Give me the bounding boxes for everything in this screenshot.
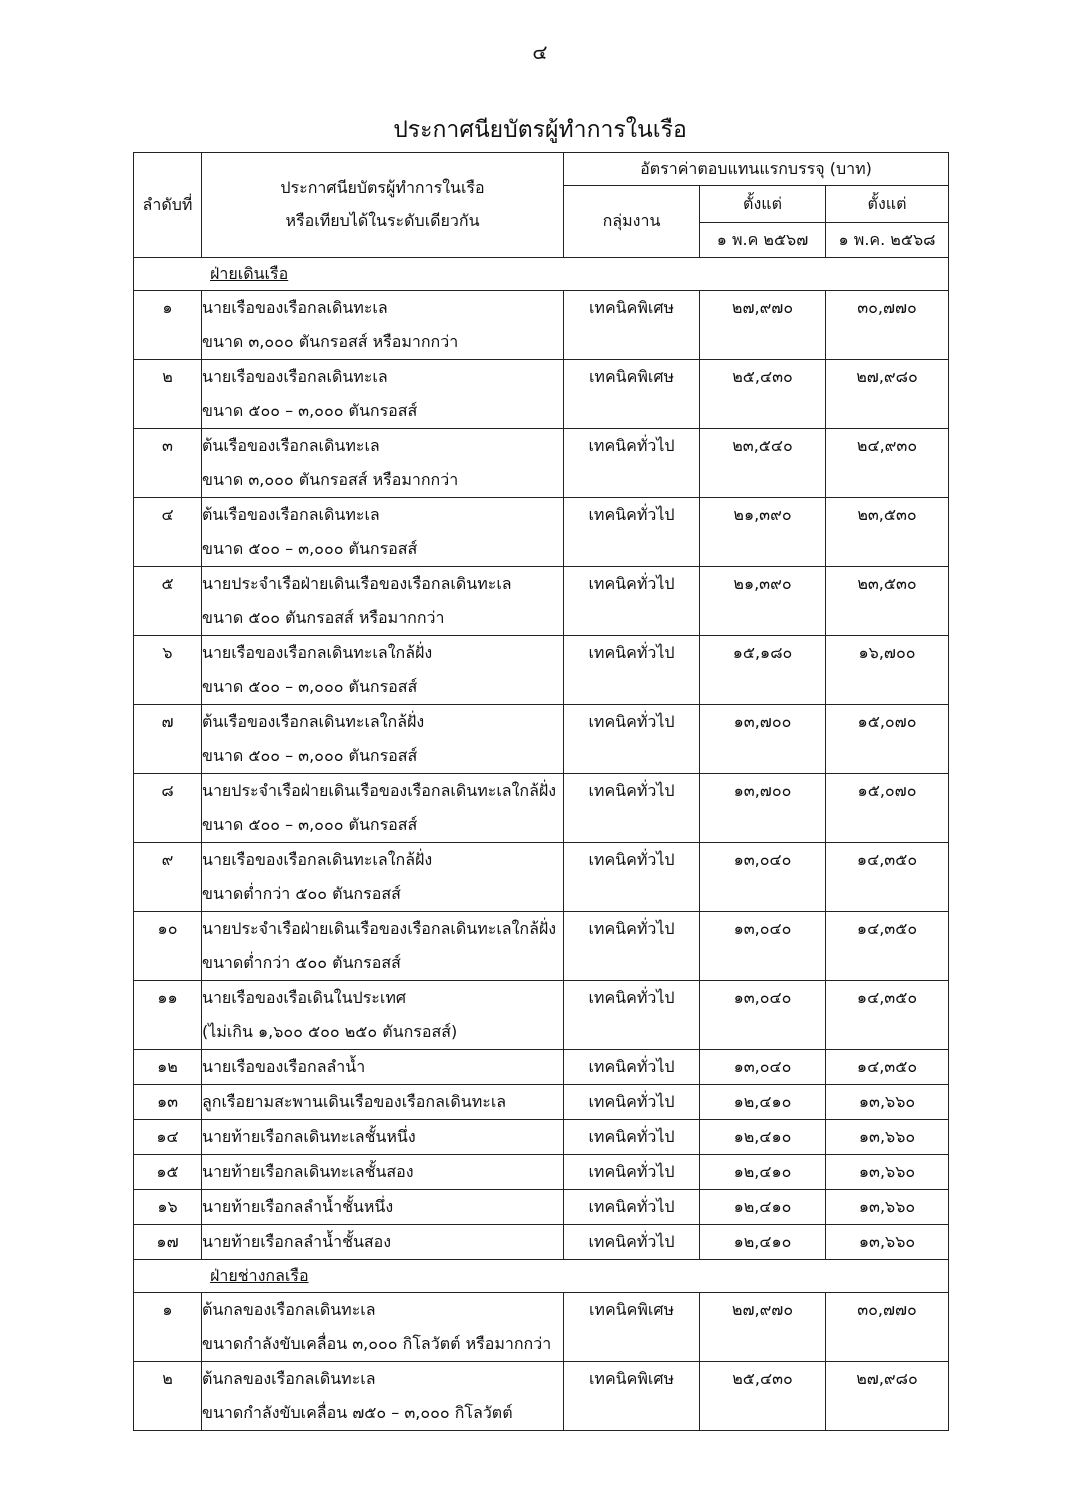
certificate-line1: นายเรือของเรือกลลำน้ำ: [202, 1057, 366, 1076]
job-group: [564, 981, 700, 1050]
section-label: ฝ่ายเดินเรือ: [210, 264, 289, 283]
certificate-line1: นายเรือของเรือเดินในประเทศ: [202, 988, 407, 1007]
certificate-name: [202, 429, 564, 498]
certificate-line1: นายท้ายเรือกลเดินทะเลชั้นหนึ่ง: [202, 1127, 416, 1146]
rate-2568: [826, 1085, 949, 1120]
certificate-name: [202, 1225, 564, 1260]
row-number: [134, 981, 202, 1050]
rate-2567: [700, 1362, 826, 1431]
certificate-line1: นายเรือของเรือกลเดินทะเล: [202, 298, 388, 317]
table-row: [134, 498, 949, 567]
row-number-text: ๒: [162, 367, 173, 386]
certificate-line2: ขนาด ๓,๐๐๐ ตันกรอสส์ หรือมากกว่า: [202, 470, 459, 489]
certificate-line1: ต้นเรือของเรือกลเดินทะเล: [202, 436, 380, 455]
job-group-text: เทคนิคทั่วไป: [588, 1057, 675, 1076]
rate-2568-text: ๑๓,๖๖๐: [858, 1232, 916, 1251]
row-number: [134, 1190, 202, 1225]
rate-2568: [826, 1225, 949, 1260]
certificate-line2: (ไม่เกิน ๑,๖๐๐ ๕๐๐ ๒๕๐ ตันกรอสส์): [202, 1022, 458, 1041]
certificate-line1: ต้นเรือของเรือกลเดินทะเลใกล้ฝั่ง: [202, 712, 425, 731]
row-number: [134, 1155, 202, 1190]
rate-2568-text: ๑๕,๐๗๐: [857, 781, 917, 800]
row-number: [134, 636, 202, 705]
rates-table: [133, 152, 949, 1431]
row-number: [134, 1362, 202, 1431]
table-row: [134, 291, 949, 360]
rate-2568: [826, 291, 949, 360]
row-number-text: ๑: [162, 1300, 173, 1319]
job-group: [564, 567, 700, 636]
certificate-line2: ขนาดต่ำกว่า ๕๐๐ ตันกรอสส์: [202, 884, 401, 903]
rate-2568-text: ๑๓,๖๖๐: [858, 1162, 916, 1181]
row-number: [134, 1120, 202, 1155]
rate-2568-text: ๑๓,๖๖๐: [858, 1127, 916, 1146]
rate-2567-text: ๒๕,๔๓๐: [732, 1369, 793, 1388]
certificate-line1: นายเรือของเรือกลเดินทะเลใกล้ฝั่ง: [202, 643, 433, 662]
certificate-line2: ขนาดต่ำกว่า ๕๐๐ ตันกรอสส์: [202, 953, 401, 972]
certificate-line1: นายท้ายเรือกลลำน้ำชั้นสอง: [202, 1232, 392, 1251]
job-group: [564, 1293, 700, 1362]
rate-2568: [826, 636, 949, 705]
rate-2567: [700, 705, 826, 774]
certificate-name: [202, 981, 564, 1050]
rate-2567-text: ๑๓,๐๔๐: [733, 850, 792, 869]
rate-2567-text: ๑๓,๗๐๐: [733, 781, 792, 800]
rate-2568-text: ๒๗,๙๘๐: [856, 367, 918, 386]
header-no: ลำดับที่: [134, 153, 202, 258]
row-number-text: ๑: [162, 298, 173, 317]
rate-2567-text: ๒๑,๓๙๐: [733, 505, 792, 524]
rate-2567-text: ๒๗,๙๗๐: [731, 298, 794, 317]
job-group-text: เทคนิคทั่วไป: [588, 781, 675, 800]
rate-2568-text: ๑๓,๖๖๐: [858, 1092, 916, 1111]
row-number: [134, 498, 202, 567]
table-row: [134, 843, 949, 912]
certificate-name: [202, 1293, 564, 1362]
row-number-text: ๑๒: [157, 1057, 178, 1076]
header-from2-date: ๑ พ.ค. ๒๕๖๘: [826, 223, 949, 258]
row-number-text: ๗: [161, 712, 174, 731]
certificate-name: [202, 705, 564, 774]
rate-2568: [826, 498, 949, 567]
certificate-name: [202, 498, 564, 567]
header-group: กลุ่มงาน: [564, 186, 700, 258]
certificate-line2: ขนาดกำลังขับเคลื่อน ๗๕๐ – ๓,๐๐๐ กิโลวัตต์: [202, 1403, 513, 1422]
row-number: [134, 291, 202, 360]
rate-2567: [700, 1190, 826, 1225]
row-number-text: ๑๓: [156, 1092, 179, 1111]
header-cert-line1: ประกาศนียบัตรผู้ทำการในเรือ: [280, 178, 485, 197]
rate-2567: [700, 1050, 826, 1085]
job-group-text: เทคนิคทั่วไป: [588, 436, 675, 455]
rate-2568-text: ๑๓,๖๖๐: [858, 1197, 916, 1216]
table-body: [134, 258, 949, 1431]
certificate-line2: ขนาด ๕๐๐ – ๓,๐๐๐ ตันกรอสส์: [202, 401, 418, 420]
row-number-text: ๑๑: [157, 988, 178, 1007]
rate-2567: [700, 567, 826, 636]
job-group: [564, 1190, 700, 1225]
rate-2567-text: ๒๑,๓๙๐: [733, 574, 792, 593]
rate-2568: [826, 1155, 949, 1190]
rate-2567-text: ๑๒,๔๑๐: [733, 1197, 792, 1216]
job-group-text: เทคนิคพิเศษ: [588, 298, 675, 317]
rate-2567-text: ๒๕,๔๓๐: [732, 367, 793, 386]
row-number: [134, 567, 202, 636]
rate-2568-text: ๑๕,๐๗๐: [857, 712, 917, 731]
certificate-line2: ขนาดกำลังขับเคลื่อน ๓,๐๐๐ กิโลวัตต์ หรือมากกว่า: [202, 1334, 552, 1353]
rate-2568: [826, 1190, 949, 1225]
rate-2567-text: ๒๓,๕๔๐: [732, 436, 793, 455]
rate-2567: [700, 1225, 826, 1260]
job-group: [564, 843, 700, 912]
rate-2568: [826, 360, 949, 429]
row-number-text: ๘: [161, 781, 174, 800]
job-group-text: เทคนิคทั่วไป: [588, 1197, 675, 1216]
row-number-text: ๔: [161, 505, 174, 524]
page-number: ๔: [532, 40, 548, 64]
rate-2567: [700, 774, 826, 843]
job-group: [564, 360, 700, 429]
row-number: [134, 360, 202, 429]
row-number-text: ๓: [162, 436, 173, 455]
rate-2568: [826, 1362, 949, 1431]
row-number-text: ๑๗: [156, 1232, 179, 1251]
row-number-text: ๕: [161, 574, 174, 593]
header-certificate: [202, 153, 564, 258]
header-cert-line2: หรือเทียบได้ในระดับเดียวกัน: [285, 211, 480, 230]
row-number: [134, 1293, 202, 1362]
table-row: [134, 1225, 949, 1260]
rate-2568: [826, 705, 949, 774]
job-group-text: เทคนิคทั่วไป: [588, 574, 675, 593]
rate-2568: [826, 429, 949, 498]
certificate-line1: นายเรือของเรือกลเดินทะเล: [202, 367, 388, 386]
rate-2567: [700, 981, 826, 1050]
certificate-line1: นายท้ายเรือกลเดินทะเลชั้นสอง: [202, 1162, 414, 1181]
table-row: [134, 1085, 949, 1120]
row-number: [134, 429, 202, 498]
table-row: [134, 360, 949, 429]
certificate-line1: นายประจำเรือฝ่ายเดินเรือของเรือกลเดินทะเลใกล้ฝั่ง: [202, 919, 557, 938]
row-number: [134, 1225, 202, 1260]
job-group: [564, 1085, 700, 1120]
certificate-line1: ต้นกลของเรือกลเดินทะเล: [202, 1369, 376, 1388]
rate-2567-text: ๑๒,๔๑๐: [733, 1232, 792, 1251]
table-row: [134, 429, 949, 498]
rate-2567: [700, 1120, 826, 1155]
rate-2567: [700, 291, 826, 360]
job-group: [564, 429, 700, 498]
job-group-text: เทคนิคพิเศษ: [588, 1369, 675, 1388]
job-group-text: เทคนิคทั่วไป: [588, 1162, 675, 1181]
certificate-line1: ต้นกลของเรือกลเดินทะเล: [202, 1300, 376, 1319]
section-row: [134, 258, 949, 291]
certificate-line2: ขนาด ๕๐๐ – ๓,๐๐๐ ตันกรอสส์: [202, 677, 418, 696]
rate-2567-text: ๑๓,๗๐๐: [733, 712, 792, 731]
job-group: [564, 1225, 700, 1260]
job-group-text: เทคนิคพิเศษ: [588, 1300, 675, 1319]
certificate-name: [202, 774, 564, 843]
table-row: [134, 1293, 949, 1362]
table-row: [134, 1362, 949, 1431]
rate-2567-text: ๑๓,๐๔๐: [733, 1057, 792, 1076]
job-group: [564, 705, 700, 774]
job-group-text: เทคนิคทั่วไป: [588, 850, 675, 869]
header-from1-date: ๑ พ.ค ๒๕๖๗: [700, 223, 826, 258]
certificate-name: [202, 1085, 564, 1120]
certificate-name: [202, 291, 564, 360]
job-group-text: เทคนิคพิเศษ: [588, 367, 675, 386]
row-number-text: ๖: [162, 643, 173, 662]
certificate-name: [202, 1120, 564, 1155]
rate-2567: [700, 360, 826, 429]
table-row: [134, 981, 949, 1050]
job-group: [564, 912, 700, 981]
certificate-name: [202, 843, 564, 912]
certificate-line1: นายเรือของเรือกลเดินทะเลใกล้ฝั่ง: [202, 850, 433, 869]
job-group-text: เทคนิคทั่วไป: [588, 712, 675, 731]
certificate-name: [202, 912, 564, 981]
rate-2568: [826, 1120, 949, 1155]
rate-2568: [826, 567, 949, 636]
section-label: ฝ่ายช่างกลเรือ: [210, 1266, 309, 1285]
rate-2567: [700, 636, 826, 705]
rate-2568-text: ๑๔,๓๕๐: [856, 988, 918, 1007]
job-group: [564, 1362, 700, 1431]
rate-2567-text: ๑๒,๔๑๐: [733, 1092, 792, 1111]
section-cell: [134, 1260, 949, 1293]
certificate-line1: ต้นเรือของเรือกลเดินทะเล: [202, 505, 380, 524]
rate-2568-text: ๒๗,๙๘๐: [856, 1369, 918, 1388]
header-from1-label: ตั้งแต่: [700, 186, 826, 223]
rate-2568: [826, 981, 949, 1050]
certificate-name: [202, 1050, 564, 1085]
job-group: [564, 1120, 700, 1155]
section-cell: [134, 258, 949, 291]
rate-2568: [826, 1293, 949, 1362]
header-rate: อัตราค่าตอบแทนแรกบรรจุ (บาท): [564, 153, 949, 186]
job-group: [564, 774, 700, 843]
job-group: [564, 1155, 700, 1190]
rate-2567: [700, 843, 826, 912]
row-number: [134, 1050, 202, 1085]
row-number-text: ๙: [161, 850, 174, 869]
rate-2567: [700, 1293, 826, 1362]
rate-2567-text: ๑๕,๑๘๐: [732, 643, 793, 662]
row-number: [134, 912, 202, 981]
row-number-text: ๑๕: [156, 1162, 179, 1181]
certificate-name: [202, 1362, 564, 1431]
certificate-name: [202, 360, 564, 429]
rate-2567: [700, 912, 826, 981]
rate-2568-text: ๓๐,๗๗๐: [857, 298, 917, 317]
rate-2568-text: ๑๖,๗๐๐: [858, 643, 916, 662]
rate-2567-text: ๒๗,๙๗๐: [731, 1300, 794, 1319]
certificate-line1: นายประจำเรือฝ่ายเดินเรือของเรือกลเดินทะเล: [202, 574, 512, 593]
job-group-text: เทคนิคทั่วไป: [588, 1092, 675, 1111]
certificate-line2: ขนาด ๕๐๐ ตันกรอสส์ หรือมากกว่า: [202, 608, 445, 627]
table-row: [134, 1155, 949, 1190]
table-row: [134, 1050, 949, 1085]
table-row: [134, 567, 949, 636]
rate-2567: [700, 429, 826, 498]
certificate-line2: ขนาด ๓,๐๐๐ ตันกรอสส์ หรือมากกว่า: [202, 332, 459, 351]
rate-2568-text: ๓๐,๗๗๐: [857, 1300, 917, 1319]
row-number-text: ๒: [162, 1369, 173, 1388]
certificate-line1: ลูกเรือยามสะพานเดินเรือของเรือกลเดินทะเล: [202, 1092, 507, 1111]
rate-2568-text: ๑๔,๓๕๐: [856, 919, 918, 938]
row-number-text: ๑๐: [157, 919, 178, 938]
certificate-line2: ขนาด ๕๐๐ – ๓,๐๐๐ ตันกรอสส์: [202, 539, 418, 558]
table-row: [134, 912, 949, 981]
certificate-line1: นายท้ายเรือกลลำน้ำชั้นหนึ่ง: [202, 1197, 394, 1216]
header-from2-label: ตั้งแต่: [826, 186, 949, 223]
rate-2568-text: ๒๓,๕๓๐: [857, 505, 917, 524]
rate-2567-text: ๑๒,๔๑๐: [733, 1127, 792, 1146]
certificate-name: [202, 1190, 564, 1225]
table-row: [134, 636, 949, 705]
job-group-text: เทคนิคทั่วไป: [588, 1232, 675, 1251]
job-group: [564, 291, 700, 360]
job-group: [564, 1050, 700, 1085]
job-group-text: เทคนิคทั่วไป: [588, 505, 675, 524]
section-row: [134, 1260, 949, 1293]
row-number: [134, 705, 202, 774]
rate-2567-text: ๑๓,๐๔๐: [733, 919, 792, 938]
table-row: [134, 705, 949, 774]
rate-2568: [826, 843, 949, 912]
job-group-text: เทคนิคทั่วไป: [588, 1127, 675, 1146]
row-number: [134, 774, 202, 843]
page-title: ประกาศนียบัตรผู้ทำการในเรือ: [393, 117, 687, 143]
job-group-text: เทคนิคทั่วไป: [588, 643, 675, 662]
rate-2567: [700, 498, 826, 567]
rate-2568-text: ๑๔,๓๕๐: [856, 1057, 918, 1076]
rate-2568: [826, 912, 949, 981]
certificate-name: [202, 636, 564, 705]
certificate-line1: นายประจำเรือฝ่ายเดินเรือของเรือกลเดินทะเลใกล้ฝั่ง: [202, 781, 557, 800]
table-row: [134, 1190, 949, 1225]
rate-2568: [826, 774, 949, 843]
rate-2568-text: ๒๔,๙๓๐: [856, 436, 918, 455]
row-number-text: ๑๖: [157, 1197, 178, 1216]
certificate-line2: ขนาด ๕๐๐ – ๓,๐๐๐ ตันกรอสส์: [202, 815, 418, 834]
rate-2568: [826, 1050, 949, 1085]
job-group: [564, 498, 700, 567]
table-row: [134, 1120, 949, 1155]
job-group-text: เทคนิคทั่วไป: [588, 919, 675, 938]
row-number: [134, 1085, 202, 1120]
job-group-text: เทคนิคทั่วไป: [588, 988, 675, 1007]
row-number: [134, 843, 202, 912]
row-number-text: ๑๔: [156, 1127, 179, 1146]
rate-2568-text: ๑๔,๓๕๐: [856, 850, 918, 869]
rate-2568-text: ๒๓,๕๓๐: [857, 574, 917, 593]
job-group: [564, 636, 700, 705]
certificate-name: [202, 567, 564, 636]
rate-2567: [700, 1155, 826, 1190]
certificate-name: [202, 1155, 564, 1190]
rate-2567-text: ๑๓,๐๔๐: [733, 988, 792, 1007]
rate-2567: [700, 1085, 826, 1120]
rate-2567-text: ๑๒,๔๑๐: [733, 1162, 792, 1181]
table-row: [134, 774, 949, 843]
certificate-line2: ขนาด ๕๐๐ – ๓,๐๐๐ ตันกรอสส์: [202, 746, 418, 765]
